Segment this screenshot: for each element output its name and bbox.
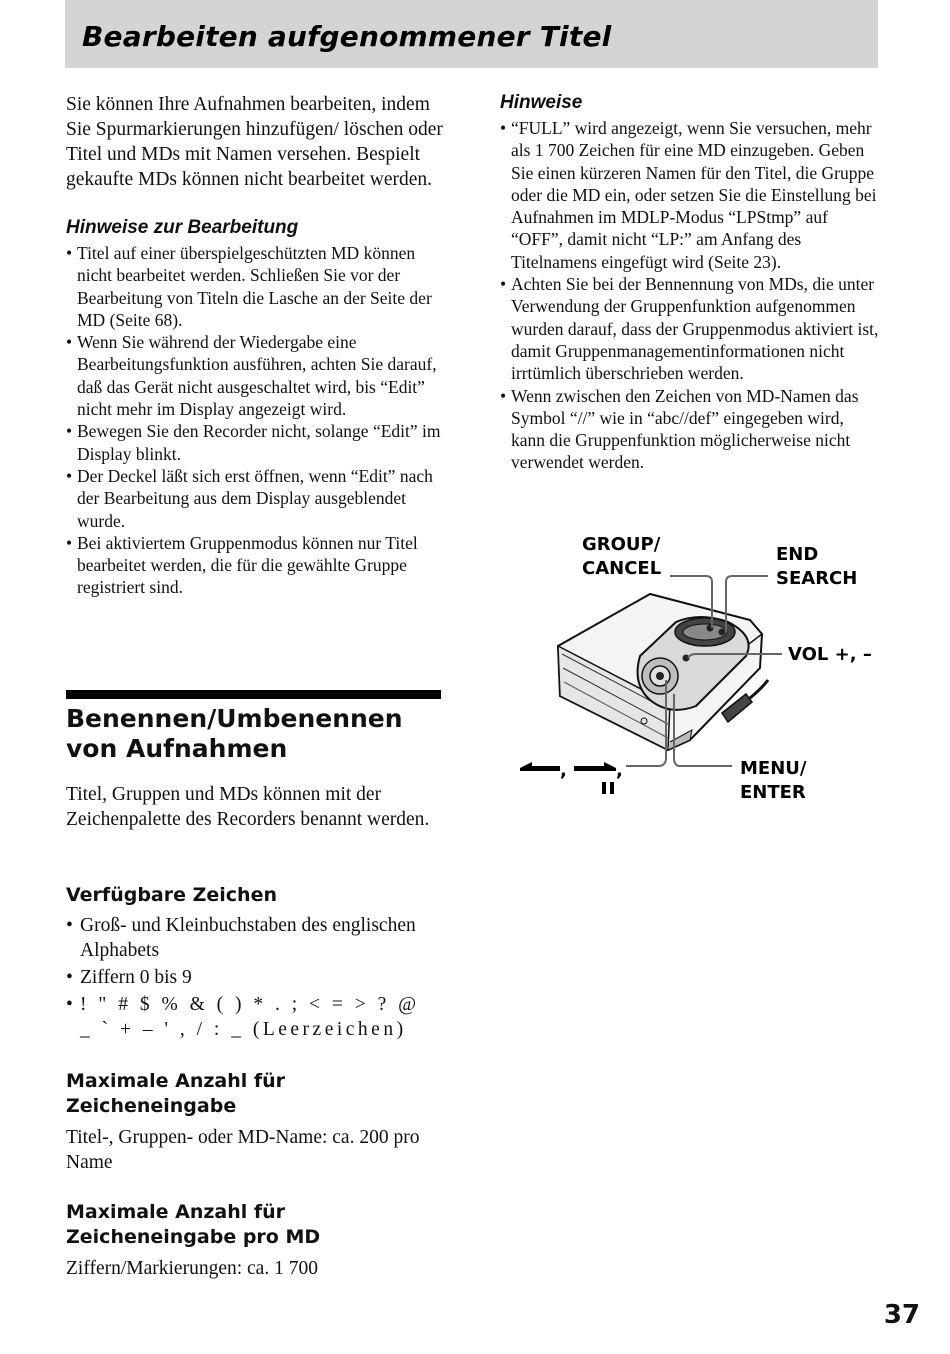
fast-forward-icon	[574, 762, 616, 771]
editing-notes-heading: Hinweise zur Bearbeitung	[66, 217, 299, 238]
list-item: • “FULL” wird angezeigt, wenn Sie versuchen, mehr als 1 700 Zeichen für eine MD einzugeben. Geben Sie einen kürzeren Namen für den Titel, die Gruppe oder die MD ein, oder setzen Sie die Einstellung bei Aufnahmen im MDLP-Modus “LPStmp” auf “OFF”, damit nicht “LP:” am Anfang des Titelnamens eingefügt wird (Seite 23).	[500, 117, 880, 273]
page-title: Bearbeiten aufgenommener Titel	[82, 20, 612, 53]
chars-list	[66, 913, 451, 1044]
rewind-icon	[520, 762, 560, 771]
pause-icon	[602, 782, 614, 794]
menu-label: MENU/	[740, 758, 807, 779]
recorder-illustration	[500, 528, 880, 818]
list-item: • Wenn Sie während der Wiedergabe eine Bearbeitungsfunktion ausführen, achten Sie darauf, daß das Gerät nicht ausgeschaltet wird, bis “Edit” nicht mehr im Display angezeigt wird.	[66, 331, 446, 420]
max-chars-heading-line2: Zeicheneingabe	[66, 1095, 237, 1117]
search-label: SEARCH	[776, 568, 858, 589]
notes-heading: Hinweise	[500, 92, 583, 113]
max-md-text: Ziffern/Markierungen: ca. 1 700	[66, 1258, 318, 1279]
list-item: • Der Deckel läßt sich erst öffnen, wenn “Edit” nach der Bearbeitung aus dem Display ausgeblendet wurde.	[66, 465, 446, 532]
list-item: • Wenn zwischen den Zeichen von MD-Namen das Symbol “//” wie in “abc//def” eingegeben wird, kann die Gruppenfunktion möglicherweise nicht verwendet werden.	[500, 385, 880, 474]
left-column	[66, 92, 446, 599]
list-item: • Achten Sie bei der Bennennung von MDs, die unter Verwendung der Gruppenfunktion aufgenommen wurden darauf, dass der Gruppenmodus aktiviert ist, damit Gruppenmanagementinformationen nicht irrtümlich überschrieben werden.	[500, 273, 880, 384]
comma-separator: ,	[560, 760, 567, 781]
comma-separator: ,	[616, 760, 623, 781]
section-title-line2: von Aufnahmen	[66, 734, 288, 763]
list-item: • Titel auf einer überspielgeschützten MD können nicht bearbeitet werden. Schließen Sie vor der Bearbeitung von Titeln die Lasche an der Seite der MD (Seite 68).	[66, 242, 446, 331]
enter-label: ENTER	[740, 782, 806, 803]
max-chars-text: Titel-, Gruppen- oder MD-Name: ca. 200 pro Name	[66, 1127, 420, 1173]
list-item: • Groß- und Kleinbuchstaben des englischen Alphabets	[66, 913, 451, 963]
cancel-label: CANCEL	[582, 558, 662, 579]
section-title	[66, 704, 451, 764]
section-rule	[66, 690, 441, 699]
header-bar	[65, 0, 878, 68]
chars-heading: Verfügbare Zeichen	[66, 884, 277, 906]
page-number: 37	[883, 1300, 920, 1330]
intro-paragraph: Sie können Ihre Aufnahmen bearbeiten, indem Sie Spurmarkierungen hinzufügen/ löschen oder Titel und MDs mit Namen versehen. Bespielt gekaufte MDs können nicht bearbeitet werden.	[66, 94, 443, 190]
vol-label: VOL +, –	[788, 644, 872, 665]
max-md-heading-line2: Zeicheneingabe pro MD	[66, 1226, 321, 1248]
naming-intro: Titel, Gruppen und MDs können mit der Zeichenpalette des Recorders benannt werden.	[66, 784, 430, 830]
max-chars-heading-line1: Maximale Anzahl für	[66, 1070, 286, 1092]
list-item: • Ziffern 0 bis 9	[66, 965, 451, 990]
editing-notes-list	[66, 242, 446, 599]
max-chars-heading	[66, 1069, 285, 1119]
list-item: • ! " # $ % & ( ) * . ; < = > ? @ _ ` + – ' , / : _ (Leerzeichen)	[66, 992, 451, 1042]
end-label: END	[776, 544, 819, 565]
group-label: GROUP/	[582, 534, 661, 555]
section-title-line1: Benennen/Umbenennen	[66, 704, 403, 733]
minidisc-recorder-drawing	[558, 594, 768, 750]
max-md-heading	[66, 1200, 320, 1250]
list-item: • Bewegen Sie den Recorder nicht, solange “Edit” im Display blinkt.	[66, 420, 446, 465]
right-column	[500, 92, 880, 474]
list-item: • Bei aktiviertem Gruppenmodus können nur Titel bearbeitet werden, die für die gewählte Gruppe registriert sind.	[66, 532, 446, 599]
max-md-heading-line1: Maximale Anzahl für	[66, 1201, 286, 1223]
notes-list	[500, 117, 880, 474]
